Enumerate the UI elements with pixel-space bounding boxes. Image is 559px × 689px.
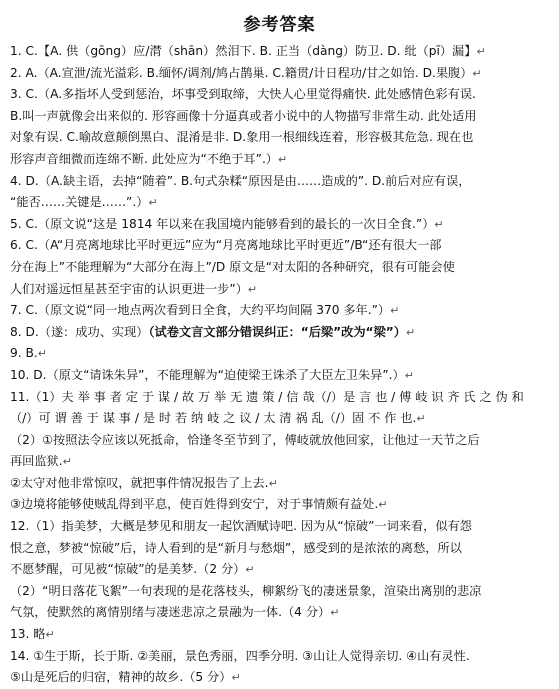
answer-line (10, 279, 549, 301)
answer-text: 对象有误. C.喻故意颠倒黑白、混淆是非. D.象用一根细线连着，形容极其危急. 现在也 (10, 130, 474, 145)
answer-text: “能否……关键是……”.） (10, 195, 149, 210)
answer-list (10, 41, 549, 689)
answer-text: 再回监狱. (10, 454, 63, 469)
page-title: 参考答案 (243, 15, 316, 35)
answer-line (10, 41, 549, 63)
answer-line (10, 63, 549, 85)
answer-line (10, 516, 549, 538)
answer-line (10, 538, 549, 560)
paragraph-mark-icon: ↵ (476, 45, 486, 58)
answer-text: 13. 略 (10, 627, 46, 642)
paragraph-mark-icon: ↵ (472, 66, 482, 80)
paragraph-mark-icon: ↵ (62, 455, 72, 469)
answer-line (10, 387, 549, 409)
answer-text: 7. C.（原文说“同一地点两次看到日全食，大约平均间隔 370 多年.”） (10, 303, 391, 318)
answer-text: 恨之意，梦被“惊破”后，诗人看到的是“新月与愁烟”，感受到的是浓浓的离愁，所以 (10, 540, 462, 555)
answer-line (10, 473, 549, 495)
answer-text: 人们对遥远恒星甚至宇宙的认识更进一步”） (10, 281, 248, 296)
answer-line (10, 494, 549, 516)
answer-text: （2）①按照法令应该以死抵命，恰逢冬至节到了，傅岐就放他回家，让他过一天节之后 (10, 432, 480, 447)
answer-text: 4. D.（A.缺主语，去掉“随着”. B.句式杂糅“原因是由……造成的”. D.前后对应有误， (10, 173, 471, 188)
paragraph-mark-icon: ↵ (378, 498, 388, 512)
paragraph-mark-icon: ↵ (434, 217, 444, 231)
paragraph-mark-icon: ↵ (416, 412, 426, 426)
answer-text: 5. C.（原文说“这是 1814 年以来在我国境内能够看到的最长的一次日全食.”） (10, 216, 435, 231)
correction-note: （试卷文言文部分错误纠正：“后梁”改为“梁”） (148, 324, 406, 339)
answer-text: 6. C.（A“月亮离地球比平时更远”应为“月亮离地球比平时更近”/B“还有很大一部 (10, 238, 442, 253)
answer-line (10, 451, 549, 473)
answer-line (10, 365, 549, 387)
answer-line (10, 106, 549, 128)
answer-line (10, 300, 549, 322)
answer-text: 10. D.（原文“请诛朱异”，不能理解为“迫使梁王诛杀了大臣左卫朱异”.） (10, 367, 405, 382)
answer-text: 形容声音细微而连绵不断. 此处应为“不绝于耳”.） (10, 151, 278, 166)
paragraph-mark-icon: ↵ (245, 563, 255, 577)
paragraph-mark-icon: ↵ (247, 282, 258, 296)
answer-text: 11.（1）夫 举 事 者 定 于 谋 / 故 万 举 无 遗 策 / 信 哉（/）是 言 也 / 傅 岐 识 齐 氏 之 伪 和 (10, 389, 524, 404)
answer-line (10, 127, 549, 149)
answer-text: 不愿梦醒，可见被“惊破”的是美梦.（2 分） (10, 562, 246, 577)
answer-text: 3. C.（A.多指坏人受到惩治，坏事受到取缔，大快人心里觉得痛快. 此处感情色彩有误. (10, 87, 476, 102)
answer-line (10, 602, 549, 624)
answer-line (10, 624, 549, 646)
answer-line (10, 581, 549, 603)
answer-line (10, 646, 549, 668)
answer-line (10, 171, 549, 193)
paragraph-mark-icon: ↵ (148, 196, 158, 210)
paragraph-mark-icon: ↵ (390, 304, 400, 318)
answer-line (10, 235, 549, 257)
answer-line (10, 667, 549, 689)
answer-text: ②太守对他非常惊叹，就把事件情况报告了上去. (10, 475, 269, 490)
answer-text: 2. A.（A.宣泄/流光溢彩. B.缅怀/调剂/鸠占鹊巢. C.籍贯/计日程功/甘之如饴. D.果腹） (10, 65, 473, 80)
answer-text: ③边境将能够使贼乱得到平息，使百姓得到安宁，对于事情颇有益处. (10, 497, 379, 512)
paragraph-mark-icon: ↵ (37, 347, 47, 361)
answer-line (10, 430, 549, 452)
answer-line (10, 559, 549, 581)
answer-text: ⑤山是死后的归宿，精神的故乡.（5 分） (10, 670, 232, 685)
answer-line (10, 192, 549, 214)
answer-text: （2）“明日落花飞絮”一句表现的是花落枝头，柳絮纷飞的凄迷景象，渲染出离别的悲凉 (10, 583, 482, 598)
answer-text: 9. B. (10, 346, 38, 361)
paragraph-mark-icon: ↵ (231, 671, 241, 685)
paragraph-mark-icon: ↵ (278, 152, 288, 166)
answer-text: 12.（1）指美梦，大概是梦见和朋友一起饮酒赋诗吧. 因为从“惊破”一词来看，似有怨 (10, 519, 472, 534)
paragraph-mark-icon: ↵ (45, 628, 55, 642)
answer-line (10, 257, 549, 279)
paragraph-mark-icon: ↵ (405, 325, 416, 339)
answer-text: 气氛，使默然的离情别绪与凄迷悲凉之景融为一体.（4 分） (10, 605, 331, 620)
answer-text: 1. C.【A. 供（gōng）应/潸（shān）然泪下. B. 正当（dàng）防卫. D. 纰（pī）漏】 (10, 44, 477, 58)
answer-text: 14. ①生于斯，长于斯. ②美丽，景色秀丽，四季分明. ③山让人觉得亲切. ④山有灵性. (10, 648, 470, 663)
answer-line (10, 343, 549, 365)
paragraph-mark-icon: ↵ (268, 476, 278, 490)
answer-text: （/）可 谓 善 于 谋 事 / 是 时 若 纳 岐 之 议 / 太 清 祸 乱（/）固 不 作 也. (10, 411, 417, 426)
answer-text: 分在海上”不能理解为“大部分在海上”/D 原文是“对太阳的各种研究，很有可能会使 (10, 259, 455, 274)
answer-line (10, 322, 549, 344)
answer-text: B.叫一声就像会出来似的. 形容画像十分逼真或者小说中的人物描写非常生动. 此处适用 (10, 108, 477, 123)
answer-line (10, 408, 549, 430)
paragraph-mark-icon: ↵ (330, 606, 340, 620)
answer-line (10, 149, 549, 171)
answer-line (10, 84, 549, 106)
answer-line (10, 214, 549, 236)
answer-text: 8. D.（遂：成功、实现） (10, 324, 149, 339)
paragraph-mark-icon: ↵ (404, 368, 414, 382)
